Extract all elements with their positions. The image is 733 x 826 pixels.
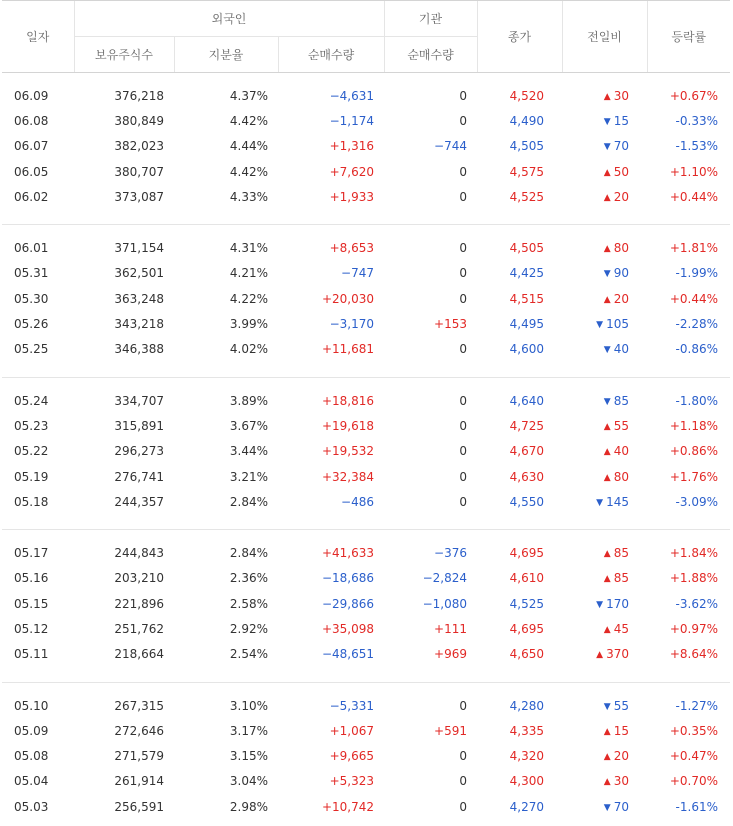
row-net-foreign: −48,651 [321, 647, 374, 662]
row-net-inst: 0 [459, 241, 467, 256]
table-row [2, 566, 730, 591]
row-change-value: 55 [613, 698, 629, 713]
row-rate: +0.97% [669, 621, 718, 636]
row-net-foreign: −747 [341, 266, 374, 281]
row-net-inst: −744 [434, 139, 467, 154]
table-row [2, 591, 730, 616]
row-holdings: 276,741 [114, 469, 164, 484]
row-date: 05.17 [14, 546, 49, 561]
row-net-foreign: −29,866 [321, 596, 374, 611]
row-share: 4.21% [229, 266, 268, 281]
row-rate: +0.86% [669, 444, 718, 459]
row-holdings: 261,914 [114, 774, 164, 789]
row-share: 3.44% [229, 444, 268, 459]
row-net-inst: 0 [459, 88, 467, 103]
row-net-inst: 0 [459, 164, 467, 179]
table-row [2, 134, 730, 159]
row-change-value: 40 [613, 342, 629, 357]
row-holdings: 382,023 [114, 139, 164, 154]
row-change [562, 744, 647, 769]
row-net-inst: 0 [459, 113, 467, 128]
row-change [562, 337, 647, 362]
row-net-inst: −1,080 [422, 596, 467, 611]
row-holdings: 380,707 [114, 164, 164, 179]
table-row [2, 794, 730, 819]
row-rate: -1.61% [675, 799, 718, 814]
row-close: 4,515 [509, 291, 544, 306]
row-net-foreign: +41,633 [321, 546, 374, 561]
row-net-foreign: +19,532 [321, 444, 374, 459]
row-close: 4,425 [509, 266, 544, 281]
row-holdings: 376,218 [114, 88, 164, 103]
triangle-down-icon: ▼ [596, 599, 604, 610]
triangle-up-icon: ▲ [603, 91, 611, 102]
triangle-up-icon: ▲ [603, 167, 611, 178]
row-close: 4,300 [509, 774, 544, 789]
row-close: 4,490 [509, 113, 544, 128]
row-share: 4.33% [229, 189, 268, 204]
header-share: 지분율 [174, 37, 278, 73]
row-rate: +0.44% [669, 291, 718, 306]
row-date: 05.31 [14, 266, 49, 281]
row-date: 05.16 [14, 571, 49, 586]
row-net-inst: 0 [459, 418, 467, 433]
table-row [2, 744, 730, 769]
row-change-value: 370 [606, 647, 629, 662]
row-rate: +1.10% [669, 164, 718, 179]
group-spacer [2, 377, 730, 388]
group-divider [2, 209, 730, 225]
row-net-foreign: −1,174 [329, 113, 374, 128]
row-close: 4,610 [509, 571, 544, 586]
row-close: 4,505 [509, 241, 544, 256]
row-share: 4.31% [229, 241, 268, 256]
row-date: 06.02 [14, 189, 49, 204]
row-share: 3.10% [229, 698, 268, 713]
row-rate: -3.62% [675, 596, 718, 611]
investor-trading-table-container [2, 0, 732, 819]
row-change-value: 70 [613, 139, 629, 154]
row-holdings: 271,579 [114, 749, 164, 764]
triangle-up-icon: ▲ [603, 421, 611, 432]
row-net-inst: 0 [459, 494, 467, 509]
row-share: 3.99% [229, 317, 268, 332]
row-holdings: 362,501 [114, 266, 164, 281]
row-change-value: 30 [613, 88, 629, 103]
row-rate: -1.99% [675, 266, 718, 281]
row-change [562, 311, 647, 336]
triangle-up-icon: ▲ [596, 650, 604, 661]
row-date: 05.10 [14, 698, 49, 713]
row-close: 4,695 [509, 546, 544, 561]
row-change [562, 159, 647, 184]
row-rate: +0.47% [669, 749, 718, 764]
row-share: 2.92% [229, 621, 268, 636]
table-header [2, 1, 730, 73]
row-date: 06.08 [14, 113, 49, 128]
triangle-up-icon: ▲ [603, 549, 611, 560]
row-change [562, 794, 647, 819]
triangle-up-icon: ▲ [603, 244, 611, 255]
row-net-inst: 0 [459, 393, 467, 408]
row-rate: -1.80% [675, 393, 718, 408]
table-row [2, 693, 730, 718]
table-row [2, 388, 730, 413]
row-holdings: 244,357 [114, 494, 164, 509]
row-change-value: 55 [613, 418, 629, 433]
row-rate: -0.33% [675, 113, 718, 128]
row-close: 4,320 [509, 749, 544, 764]
group-divider [2, 514, 730, 530]
table-row [2, 83, 730, 108]
row-net-foreign: +5,323 [329, 774, 374, 789]
row-close: 4,600 [509, 342, 544, 357]
row-close: 4,525 [509, 189, 544, 204]
row-share: 2.84% [229, 546, 268, 561]
row-net-inst: 0 [459, 749, 467, 764]
row-share: 4.42% [229, 164, 268, 179]
header-net-inst: 순매수량 [384, 37, 477, 73]
row-net-foreign: +1,933 [329, 189, 374, 204]
table-row [2, 540, 730, 565]
table-row [2, 413, 730, 438]
row-rate: +1.18% [669, 418, 718, 433]
row-date: 05.03 [14, 799, 49, 814]
row-change [562, 540, 647, 565]
row-date: 05.23 [14, 418, 49, 433]
row-date: 05.11 [14, 647, 49, 662]
triangle-up-icon: ▲ [603, 192, 611, 203]
triangle-up-icon: ▲ [603, 447, 611, 458]
table-row [2, 439, 730, 464]
row-holdings: 203,210 [114, 571, 164, 586]
row-close: 4,550 [509, 494, 544, 509]
row-change-value: 85 [613, 571, 629, 586]
row-change-value: 50 [613, 164, 629, 179]
table-row [2, 464, 730, 489]
row-change-value: 40 [613, 444, 629, 459]
row-share: 3.89% [229, 393, 268, 408]
row-net-foreign: +18,816 [321, 393, 374, 408]
table-row [2, 108, 730, 133]
row-share: 2.54% [229, 647, 268, 662]
header-date: 일자 [2, 1, 74, 73]
row-close: 4,505 [509, 139, 544, 154]
row-net-foreign: +9,665 [329, 749, 374, 764]
row-change-value: 20 [613, 749, 629, 764]
row-rate: +8.64% [669, 647, 718, 662]
row-share: 2.36% [229, 571, 268, 586]
row-rate: +1.84% [669, 546, 718, 561]
row-net-inst: 0 [459, 342, 467, 357]
triangle-down-icon: ▼ [603, 802, 611, 813]
row-close: 4,575 [509, 164, 544, 179]
row-change-value: 15 [613, 113, 629, 128]
row-change [562, 261, 647, 286]
row-net-inst: +111 [434, 621, 467, 636]
row-change [562, 439, 647, 464]
row-change [562, 489, 647, 514]
row-net-inst: 0 [459, 266, 467, 281]
row-holdings: 373,087 [114, 189, 164, 204]
table-row [2, 159, 730, 184]
table-row [2, 184, 730, 209]
table-row [2, 311, 730, 336]
row-net-foreign: −3,170 [329, 317, 374, 332]
row-change [562, 134, 647, 159]
table-row [2, 489, 730, 514]
row-change-value: 20 [613, 291, 629, 306]
row-holdings: 380,849 [114, 113, 164, 128]
header-change: 전일비 [562, 1, 647, 73]
row-change [562, 184, 647, 209]
row-change [562, 616, 647, 641]
row-change [562, 235, 647, 260]
row-date: 05.12 [14, 621, 49, 636]
row-date: 05.24 [14, 393, 49, 408]
row-holdings: 334,707 [114, 393, 164, 408]
row-date: 06.01 [14, 241, 49, 256]
triangle-down-icon: ▼ [596, 497, 604, 508]
table-body [2, 73, 730, 820]
triangle-down-icon: ▼ [603, 116, 611, 127]
row-share: 4.37% [229, 88, 268, 103]
row-date: 05.15 [14, 596, 49, 611]
table-row [2, 261, 730, 286]
row-close: 4,650 [509, 647, 544, 662]
row-holdings: 244,843 [114, 546, 164, 561]
row-change-value: 45 [613, 621, 629, 636]
triangle-down-icon: ▼ [603, 269, 611, 280]
row-date: 05.04 [14, 774, 49, 789]
row-change [562, 388, 647, 413]
row-share: 3.17% [229, 723, 268, 738]
row-change [562, 566, 647, 591]
row-share: 3.21% [229, 469, 268, 484]
row-net-inst: 0 [459, 774, 467, 789]
row-net-inst: −376 [434, 546, 467, 561]
row-change [562, 108, 647, 133]
row-change-value: 85 [613, 393, 629, 408]
row-change-value: 15 [613, 723, 629, 738]
row-net-inst: −2,824 [422, 571, 467, 586]
row-holdings: 267,315 [114, 698, 164, 713]
row-change [562, 286, 647, 311]
group-spacer [2, 225, 730, 236]
row-change [562, 464, 647, 489]
table-row [2, 642, 730, 667]
row-net-foreign: +10,742 [321, 799, 374, 814]
row-date: 05.25 [14, 342, 49, 357]
row-rate: +0.35% [669, 723, 718, 738]
row-net-foreign: −486 [341, 494, 374, 509]
group-divider [2, 362, 730, 378]
row-date: 06.09 [14, 88, 49, 103]
row-net-foreign: −18,686 [321, 571, 374, 586]
triangle-down-icon: ▼ [603, 142, 611, 153]
header-foreign: 외국인 [74, 1, 384, 37]
row-close: 4,495 [509, 317, 544, 332]
row-holdings: 315,891 [114, 418, 164, 433]
triangle-up-icon: ▲ [603, 294, 611, 305]
row-change [562, 718, 647, 743]
triangle-down-icon: ▼ [603, 701, 611, 712]
row-close: 4,525 [509, 596, 544, 611]
row-share: 2.58% [229, 596, 268, 611]
row-rate: -3.09% [675, 494, 718, 509]
row-share: 4.22% [229, 291, 268, 306]
row-change-value: 90 [613, 266, 629, 281]
row-date: 05.30 [14, 291, 49, 306]
header-holdings: 보유주식수 [74, 37, 174, 73]
table-row [2, 616, 730, 641]
row-change-value: 30 [613, 774, 629, 789]
group-spacer [2, 73, 730, 84]
row-net-foreign: −4,631 [329, 88, 374, 103]
row-net-inst: 0 [459, 799, 467, 814]
row-change-value: 170 [606, 596, 629, 611]
row-rate: +0.70% [669, 774, 718, 789]
row-holdings: 346,388 [114, 342, 164, 357]
row-date: 06.05 [14, 164, 49, 179]
row-date: 05.26 [14, 317, 49, 332]
row-rate: +1.88% [669, 571, 718, 586]
row-change-value: 145 [606, 494, 629, 509]
row-rate: +0.67% [669, 88, 718, 103]
header-net-foreign: 순매수량 [278, 37, 384, 73]
triangle-up-icon: ▲ [603, 752, 611, 763]
header-rate: 등락률 [647, 1, 730, 73]
row-net-foreign: +32,384 [321, 469, 374, 484]
row-share: 2.84% [229, 494, 268, 509]
row-net-inst: 0 [459, 698, 467, 713]
row-net-inst: +591 [434, 723, 467, 738]
row-close: 4,335 [509, 723, 544, 738]
row-net-foreign: +8,653 [329, 241, 374, 256]
row-close: 4,630 [509, 469, 544, 484]
triangle-down-icon: ▼ [603, 396, 611, 407]
row-change [562, 642, 647, 667]
row-change [562, 591, 647, 616]
investor-trading-table [2, 0, 730, 819]
row-net-foreign: +19,618 [321, 418, 374, 433]
group-spacer [2, 682, 730, 693]
row-date: 05.22 [14, 444, 49, 459]
row-holdings: 218,664 [114, 647, 164, 662]
row-share: 4.02% [229, 342, 268, 357]
row-rate: -2.28% [675, 317, 718, 332]
row-close: 4,670 [509, 444, 544, 459]
row-change [562, 769, 647, 794]
row-holdings: 296,273 [114, 444, 164, 459]
row-date: 05.08 [14, 749, 49, 764]
row-net-inst: 0 [459, 189, 467, 204]
row-rate: +1.81% [669, 241, 718, 256]
row-close: 4,695 [509, 621, 544, 636]
row-change-value: 85 [613, 546, 629, 561]
row-net-foreign: +1,067 [329, 723, 374, 738]
row-change [562, 83, 647, 108]
table-row [2, 286, 730, 311]
header-institution: 기관 [384, 1, 477, 37]
row-holdings: 272,646 [114, 723, 164, 738]
row-close: 4,520 [509, 88, 544, 103]
row-net-foreign: +1,316 [329, 139, 374, 154]
row-rate: -1.27% [675, 698, 718, 713]
row-net-inst: 0 [459, 291, 467, 306]
table-row [2, 769, 730, 794]
row-date: 05.19 [14, 469, 49, 484]
row-rate: +0.44% [669, 189, 718, 204]
row-close: 4,280 [509, 698, 544, 713]
triangle-down-icon: ▼ [596, 320, 604, 331]
group-spacer [2, 530, 730, 541]
row-net-foreign: +35,098 [321, 621, 374, 636]
row-rate: -0.86% [675, 342, 718, 357]
triangle-up-icon: ▲ [603, 574, 611, 585]
row-holdings: 363,248 [114, 291, 164, 306]
group-divider [2, 667, 730, 683]
row-change [562, 413, 647, 438]
row-net-inst: 0 [459, 444, 467, 459]
row-close: 4,270 [509, 799, 544, 814]
row-date: 05.18 [14, 494, 49, 509]
header-close: 종가 [477, 1, 562, 73]
row-net-inst: 0 [459, 469, 467, 484]
row-net-foreign: +7,620 [329, 164, 374, 179]
row-change [562, 693, 647, 718]
row-change-value: 80 [613, 241, 629, 256]
row-share: 3.67% [229, 418, 268, 433]
table-row [2, 718, 730, 743]
row-share: 4.42% [229, 113, 268, 128]
row-holdings: 256,591 [114, 799, 164, 814]
row-change-value: 105 [606, 317, 629, 332]
row-close: 4,725 [509, 418, 544, 433]
triangle-down-icon: ▼ [603, 345, 611, 356]
row-share: 3.04% [229, 774, 268, 789]
table-row [2, 235, 730, 260]
row-holdings: 371,154 [114, 241, 164, 256]
row-close: 4,640 [509, 393, 544, 408]
row-share: 4.44% [229, 139, 268, 154]
row-change-value: 70 [613, 799, 629, 814]
row-change-value: 80 [613, 469, 629, 484]
table-row [2, 337, 730, 362]
row-rate: -1.53% [675, 139, 718, 154]
triangle-up-icon: ▲ [603, 624, 611, 635]
row-holdings: 251,762 [114, 621, 164, 636]
triangle-up-icon: ▲ [603, 726, 611, 737]
triangle-up-icon: ▲ [603, 472, 611, 483]
row-share: 3.15% [229, 749, 268, 764]
row-net-foreign: +20,030 [321, 291, 374, 306]
row-date: 05.09 [14, 723, 49, 738]
row-net-inst: +153 [434, 317, 467, 332]
row-holdings: 343,218 [114, 317, 164, 332]
row-net-foreign: −5,331 [329, 698, 374, 713]
row-holdings: 221,896 [114, 596, 164, 611]
triangle-up-icon: ▲ [603, 777, 611, 788]
row-change-value: 20 [613, 189, 629, 204]
row-date: 06.07 [14, 139, 49, 154]
row-rate: +1.76% [669, 469, 718, 484]
row-net-inst: +969 [434, 647, 467, 662]
row-net-foreign: +11,681 [321, 342, 374, 357]
row-share: 2.98% [229, 799, 268, 814]
